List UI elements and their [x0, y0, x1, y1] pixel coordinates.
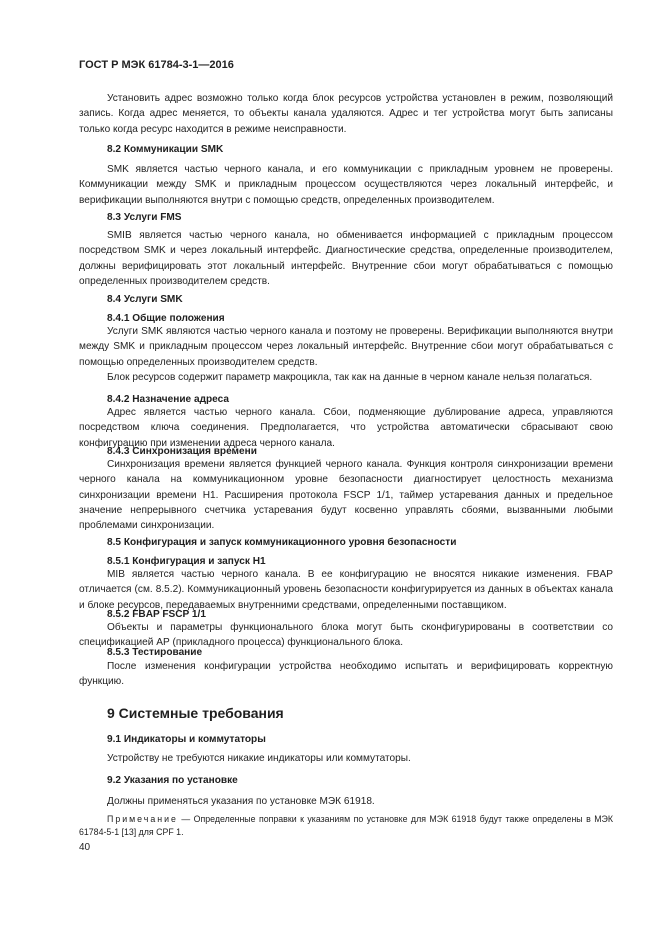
subsection-heading: 8.5.2 FBAP FSCP 1/1	[107, 609, 206, 620]
paragraph: Объекты и параметры функционального блока могут быть сконфигурированы в соответствии со спецификацией АР (прикладного процесса) функционального блока.	[79, 622, 613, 649]
section-heading: 8.5 Конфигурация и запуск коммуникационного уровня безопасности	[107, 537, 457, 548]
paragraph: SMIB является частью черного канала, но обменивается информацией с прикладным процессом посредством SMK и через локальный интерфейс. Диагностические средства, определенные производителем, должны верифицировать этот локальный интерфейс. Внутренние сбои могут обрабатываться с помощью определенных производителем средств.	[79, 230, 613, 287]
paragraph: Установить адрес возможно только когда блок ресурсов устройства установлен в режим, позволяющий запись. Когда адрес меняется, то объекты канала удаляются. Адрес и тег устройства могут быть записаны только когда ресурс находится в режиме неисправности.	[79, 93, 613, 135]
paragraph: Услуги SMK являются частью черного канала и поэтому не проверены. Верификации выполняются внутри между SMK и прикладным процессом через локальный интерфейс. Внутренние сбои могут обрабатываться с помощью определенных производителем средств.	[79, 326, 613, 368]
note	[79, 813, 613, 840]
paragraph: Блок ресурсов содержит параметр макроцикла, так как на данные в черном канале нельзя полагаться.	[107, 372, 593, 383]
page-number: 40	[79, 842, 91, 853]
subsection-heading: 8.4.3 Синхронизация времени	[107, 446, 257, 457]
paragraph: Синхронизация времени является функцией черного канала. Функция контроля синхронизации времени черного канала на коммуникационном уровне безопасности диагностирует целостность механизма синхронизации времени Н1. Расширения протокола FSCP 1/1, таймер устаревания данных и предельное значение непрерывного счетчика устаревания будут косвенно управлять сбоями, вызванными любыми проблемами синхронизации.	[79, 459, 613, 532]
paragraph: После изменения конфигурации устройства необходимо испытать и верифицировать корректную функцию.	[79, 661, 613, 688]
section-heading: 9.2 Указания по установке	[107, 775, 238, 786]
subsection-heading: 8.5.1 Конфигурация и запуск Н1	[107, 556, 266, 567]
subsection-heading: 8.5.3 Тестирование	[107, 647, 203, 658]
paragraph: Устройству не требуются никакие индикаторы или коммутаторы.	[107, 753, 411, 764]
subsection-heading: 8.4.2 Назначение адреса	[107, 394, 229, 405]
paragraph: Должны применяться указания по установке МЭК 61918.	[107, 796, 375, 807]
subsection-heading: 8.4.1 Общие положения	[107, 313, 225, 324]
note-text: — Определенные поправки к указаниям по установке для МЭК 61918 будут также определены в МЭК 61784-5-1 [13] для CPF 1.	[79, 814, 613, 838]
chapter-heading: 9 Системные требования	[107, 705, 284, 721]
paragraph: SMK является частью черного канала, и его коммуникации с прикладным уровнем не проверены. Коммуникации между SMK и прикладным процессом осуществляются через локальный интерфейс, и верификации выполняются внутри с помощью средств, определенных производителем.	[79, 164, 613, 206]
section-heading: 9.1 Индикаторы и коммутаторы	[107, 734, 266, 745]
paragraph: MIB является частью черного канала. В ее конфигурацию не вносятся никакие изменения. FBAP отличается (см. 8.5.2). Коммуникационный уровень безопасности конфигурируется из данных в объектах канала и блоке ресурсов, передаваемых внутренними средствами, определенными поставщиком.	[79, 569, 613, 611]
document-header: ГОСТ Р МЭК 61784-3-1—2016	[79, 59, 234, 71]
note-label: Примечание	[107, 814, 178, 824]
section-heading: 8.3 Услуги FMS	[107, 212, 182, 223]
paragraph: Адрес является частью черного канала. Сбои, подменяющие дублирование адреса, управляются посредством ключа соединения. Предполагается, что устройства автоматически сбрасывают свою конфигурацию при изменении адреса черного канала.	[79, 407, 613, 449]
section-heading: 8.4 Услуги SMK	[107, 294, 183, 305]
section-heading: 8.2 Коммуникации SMK	[107, 144, 224, 155]
